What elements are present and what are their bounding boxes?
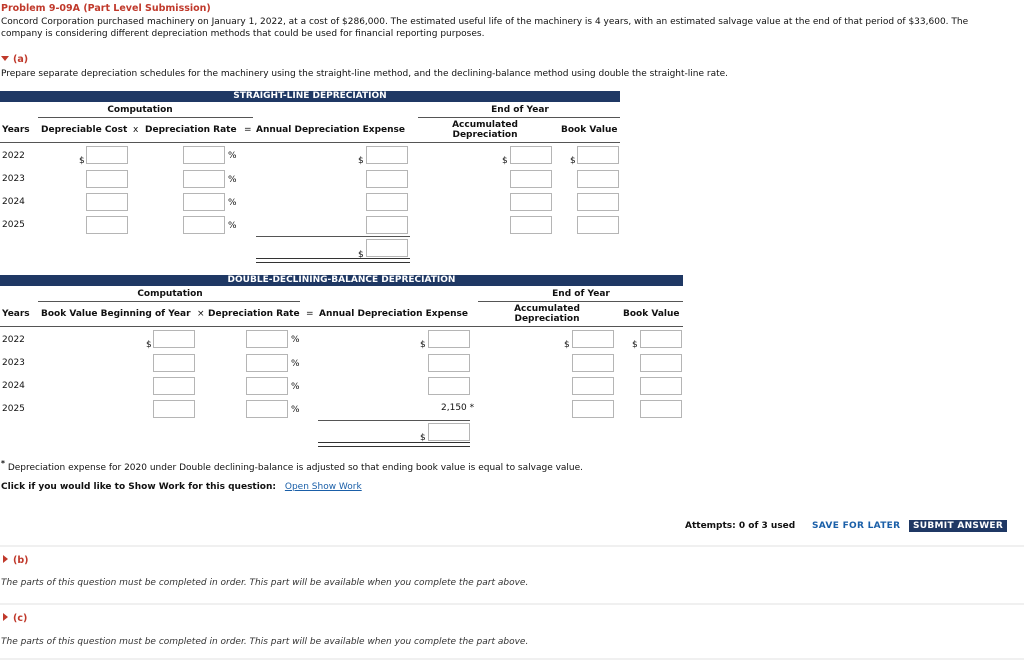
sl-annual-expense-input[interactable]	[366, 216, 408, 234]
ddb-col-rate: Depreciation Rate	[208, 309, 300, 319]
sl-accumulated-input[interactable]	[510, 216, 552, 234]
currency-sign: $	[79, 156, 85, 166]
currency-sign: $	[632, 340, 638, 350]
ddb-book-value-begin-input[interactable]	[153, 330, 195, 348]
sl-year: 2023	[2, 174, 25, 184]
ddb-accumulated-input[interactable]	[572, 330, 614, 348]
sl-accumulated-input[interactable]	[510, 193, 552, 211]
ddb-annual-expense-input[interactable]	[428, 354, 470, 372]
open-show-work-link[interactable]: Open Show Work	[284, 482, 362, 492]
percent-sign: %	[228, 151, 237, 161]
footnote-asterisk: *	[469, 403, 475, 413]
currency-sign: $	[502, 156, 508, 166]
ddb-rate-input[interactable]	[246, 354, 288, 372]
ddb-book-value-input[interactable]	[640, 377, 682, 395]
sl-computation-label: Computation	[107, 105, 173, 115]
ddb-year: 2023	[2, 358, 25, 368]
currency-sign: $	[420, 433, 426, 443]
percent-sign: %	[228, 175, 237, 185]
sl-depreciable-cost-input[interactable]	[86, 216, 128, 234]
sl-banner: STRAIGHT-LINE DEPRECIATION	[0, 91, 620, 102]
ddb-total-expense-input[interactable]	[428, 423, 470, 441]
sl-annual-expense-input[interactable]	[366, 170, 408, 188]
sl-col-annual: Annual Depreciation Expense	[256, 125, 406, 135]
ddb-col-accumulated: Accumulated Depreciation	[514, 304, 580, 324]
sl-col-accumulated: Accumulated Depreciation	[452, 120, 518, 140]
sl-col-depreciable-cost: Depreciable Cost	[41, 125, 128, 135]
ddb-times-sign: ×	[197, 309, 205, 319]
sl-year: 2022	[2, 151, 25, 161]
currency-sign: $	[358, 250, 364, 260]
sl-depreciable-cost-input[interactable]	[86, 146, 128, 164]
part-a-instruction: Prepare separate depreciation schedules for the machinery using the straight-line method, and the declining-balance method using double the straight-line rate.	[1, 69, 729, 79]
show-work-row	[1, 482, 362, 492]
sl-rate-input[interactable]	[183, 193, 225, 211]
percent-sign: %	[291, 405, 300, 415]
problem-title: Problem 9-09A (Part Level Submission)	[1, 3, 211, 14]
ddb-rate-input[interactable]	[246, 377, 288, 395]
currency-sign: $	[420, 340, 426, 350]
sl-accumulated-input[interactable]	[510, 170, 552, 188]
ddb-book-value-input[interactable]	[640, 354, 682, 372]
sl-rate-input[interactable]	[183, 170, 225, 188]
percent-sign: %	[291, 359, 300, 369]
problem-description: Concord Corporation purchased machinery on January 1, 2022, at a cost of $286,000. The estimated useful life of the machinery is 4 years, with an estimated salvage value at the end of that period of $33,600. The company is considering different depreciation methods that could be used for financial reporting purposes.	[1, 17, 969, 39]
attempts-counter: Attempts: 0 of 3 used	[685, 521, 796, 531]
footnote: * Depreciation expense for 2020 under Double declining-balance is adjusted so that ending book value is equal to salvage value.	[1, 459, 584, 473]
sl-equals-sign: =	[244, 125, 252, 135]
ddb-annual-expense-input[interactable]	[428, 377, 470, 395]
sl-col-book-value: Book Value	[561, 125, 618, 135]
sl-times-sign: x	[133, 125, 139, 135]
ddb-col-book-value: Book Value	[623, 309, 680, 319]
sl-accumulated-input[interactable]	[510, 146, 552, 164]
part-a-label: (a)	[13, 54, 29, 65]
percent-sign: %	[291, 335, 300, 345]
ddb-book-value-begin-input[interactable]	[153, 377, 195, 395]
save-for-later-button[interactable]: SAVE FOR LATER	[812, 521, 901, 531]
ddb-2025-expense-fixed: 2,150 *	[441, 403, 475, 413]
currency-sign: $	[146, 340, 152, 350]
ddb-accumulated-input[interactable]	[572, 354, 614, 372]
part-c-label: (c)	[13, 613, 28, 624]
part-b-label: (b)	[13, 555, 29, 566]
submit-answer-button[interactable]: SUBMIT ANSWER	[909, 520, 1007, 532]
ddb-banner: DOUBLE-DECLINING-BALANCE DEPRECIATION	[0, 275, 683, 286]
ddb-end-of-year-label: End of Year	[552, 289, 610, 299]
percent-sign: %	[291, 382, 300, 392]
ddb-annual-expense-input[interactable]	[428, 330, 470, 348]
ddb-computation-label: Computation	[137, 289, 203, 299]
percent-sign: %	[228, 221, 237, 231]
sl-year: 2024	[2, 197, 25, 207]
ddb-book-value-input[interactable]	[640, 400, 682, 418]
currency-sign: $	[358, 156, 364, 166]
ddb-accumulated-input[interactable]	[572, 400, 614, 418]
currency-sign: $	[570, 156, 576, 166]
sl-book-value-input[interactable]	[577, 216, 619, 234]
sl-annual-expense-input[interactable]	[366, 193, 408, 211]
sl-col-rate: Depreciation Rate	[145, 125, 237, 135]
part-c-message: The parts of this question must be completed in order. This part will be available when you complete the part above.	[1, 637, 529, 647]
sl-annual-expense-input[interactable]	[366, 146, 408, 164]
sl-depreciable-cost-input[interactable]	[86, 193, 128, 211]
ddb-book-value-input[interactable]	[640, 330, 682, 348]
sl-end-of-year-label: End of Year	[491, 105, 549, 115]
sl-book-value-input[interactable]	[577, 146, 619, 164]
sl-rate-input[interactable]	[183, 146, 225, 164]
part-a-header[interactable]	[1, 54, 28, 65]
ddb-year: 2024	[2, 381, 25, 391]
ddb-year: 2025	[2, 404, 25, 414]
ddb-rate-input[interactable]	[246, 400, 288, 418]
percent-sign: %	[228, 198, 237, 208]
ddb-col-book-value-begin: Book Value Beginning of Year	[41, 309, 191, 319]
expand-caret-icon	[3, 613, 8, 621]
sl-total-expense-input[interactable]	[366, 239, 408, 257]
part-b-message: The parts of this question must be completed in order. This part will be available when you complete the part above.	[1, 578, 529, 588]
sl-depreciable-cost-input[interactable]	[86, 170, 128, 188]
part-c-header[interactable]	[3, 613, 27, 624]
sl-book-value-input[interactable]	[577, 170, 619, 188]
show-work-prompt: Click if you would like to Show Work for this question:	[1, 482, 276, 492]
ddb-col-years: Years	[2, 309, 30, 319]
expand-caret-icon	[3, 555, 8, 563]
currency-sign: $	[564, 340, 570, 350]
ddb-equals-sign: =	[306, 309, 314, 319]
sl-col-years: Years	[2, 125, 30, 135]
ddb-rate-input[interactable]	[246, 330, 288, 348]
ddb-year: 2022	[2, 335, 25, 345]
ddb-col-annual: Annual Depreciation Expense	[319, 309, 469, 319]
sl-rate-input[interactable]	[183, 216, 225, 234]
ddb-book-value-begin-input[interactable]	[153, 400, 195, 418]
expand-caret-icon	[1, 56, 9, 61]
sl-year: 2025	[2, 220, 25, 230]
part-b-header[interactable]	[3, 555, 28, 566]
ddb-accumulated-input[interactable]	[572, 377, 614, 395]
ddb-book-value-begin-input[interactable]	[153, 354, 195, 372]
sl-book-value-input[interactable]	[577, 193, 619, 211]
